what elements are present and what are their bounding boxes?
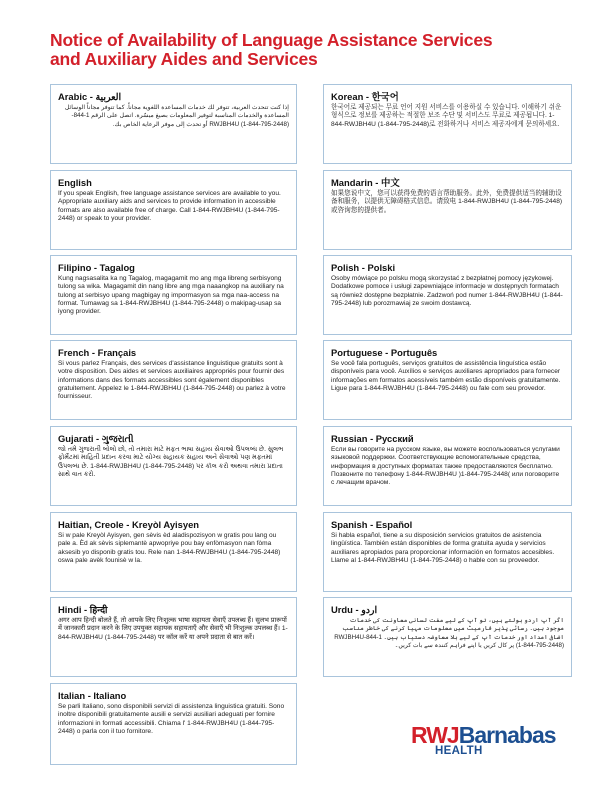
language-heading: Filipino - Tagalog bbox=[58, 262, 135, 273]
language-heading: Korean - 한국어 bbox=[331, 91, 399, 102]
language-heading: Portuguese - Português bbox=[331, 347, 438, 358]
language-heading: Italian - Italiano bbox=[58, 690, 127, 701]
language-notice-text: If you speak English, free language assistance services are available to you. Appropriate auxiliary aids and services to provide information in accessible formats are also available free of charge. Call 1-844-RWJBH4U (1-844-795-2448) or speak to your provider. bbox=[58, 190, 281, 222]
language-box-urdu bbox=[323, 597, 572, 677]
language-heading: Gujarati - ગુજરાતી bbox=[58, 433, 134, 444]
language-heading: Arabic - العربية bbox=[58, 91, 122, 102]
language-notice-text: 如果您说中文，您可以获得免费的语言帮助服务。此外，免费提供适当的辅助设备和服务，以提供无障碍格式信息。请致电 1-844-RWJBH4U (1-844-795-2448) 或咨询您的提供者。 bbox=[331, 190, 563, 214]
language-notice-text: Se parli Italiano, sono disponibili servizi di assistenza linguistica gratuiti. Sono inoltre disponibili gratuitamente ausili e servizi ausiliari adeguati per fornire informazioni in formati accessibili. Chiama l' 1-844-RWJBH4U (1-844-795-2448) o parla con il tuo fornitore. bbox=[58, 703, 285, 735]
language-notice-text: 한국어로 제공되는 무료 언어 지원 서비스를 이용하실 수 있습니다. 이해하기 쉬운 형식으로 정보를 제공하는 적절한 보조 수단 및 서비스도 무료로 제공됩니다. 1-844-RWJBH4U (1-844-795-2448)로 전화하거나 서비스 제공자에게 문의하세요. bbox=[331, 104, 562, 128]
language-box-filipino bbox=[50, 255, 297, 335]
page-title bbox=[50, 31, 580, 69]
language-box-mandarin bbox=[323, 170, 572, 250]
language-box-english bbox=[50, 170, 297, 250]
language-notice-text: Osoby mówiące po polsku mogą skorzystać z bezpłatnej pomocy językowej. Dodatkowe pomoce i usługi zapewniające informacje w dostępnych formatach są również dostępne bezpłatnie. Zadzwoń pod numer 1-844-RWJBH4U (1-844-795-2448) lub porozmawiaj ze swoim dostawcą. bbox=[331, 275, 563, 307]
language-box-korean bbox=[323, 84, 572, 164]
language-notice-text: اگر آپ اردو بولتے ہیں، تو آپ کے لیے مفت لسانی معاونت کی خدمات موجود ہیں۔ رسائی پذیر فارمیٹ میں معلومات مہیا کرنے کی خاطر مناسب اضافی امداد اور خدمات آپ کے لیے بلا معاوضہ دستیاب ہیں۔ 1-844-RWJBH4U (1-844-795-2448) پر کال کریں یا اپنے فراہم کنندہ سے بات کریں۔ bbox=[334, 617, 564, 650]
language-heading: Polish - Polski bbox=[331, 262, 396, 273]
language-notice-text: Kung nagsasalita ka ng Tagalog, magagamit mo ang mga libreng serbisyong tulong sa wika. Magagamit din nang libre ang mga naaangkop na auxiliary na tulong at serbisyo upang magbigay ng impormasyon sa mga naa-access na format. Tumawag sa 1-844-RWJBH4U (1-844-795-2448) o makipag-usap sa iyong provider. bbox=[58, 275, 284, 316]
language-notice-text: Si w pale Kreyòl Ayisyen, gen sèvis èd aladispozisyon w gratis pou lang ou pale a. Èd ak sèvis siplemantè apwopriye pou bay enfòmasyon nan fòma aksesib yo disponib gratis tou. Rele nan 1-844-RWJBH4U (1-844-795-2448) oswa pale avèk founisè w la. bbox=[58, 532, 281, 564]
language-box-french bbox=[50, 340, 297, 420]
language-notice-text: જો તમે ગુજરાતી બોલો છો, તો તમારા માટે મફત ભાષા સહાય સેવાઓ ઉપલબ્ધ છે. સુલભ ફોર્મેટમાં માહિતી પ્રદાન કરવા માટે યોગ્ય સહાયક સહાય અને સેવાઓ પણ મફતમાં ઉપલબ્ધ છે. 1-844-RWJBH4U (1-844-795-2448) પર કૉલ કરો અથવા તમારા પ્રદાતા સાથે વાત કરો. bbox=[58, 446, 284, 478]
language-notice-text: Если вы говорите на русском языке, вы можете воспользоваться услугами языковой поддержки. Соответствующие вспомогательные средства, информация в доступных форматах также предоставляются бесплатно. Позвоните по телефону 1-844-RWJBH4U )1-844-795-2448( или поговорите с лечащим врачом. bbox=[331, 446, 560, 487]
language-heading: Spanish - Español bbox=[331, 519, 413, 530]
language-heading: French - Français bbox=[58, 347, 137, 358]
language-heading: Urdu - اردو bbox=[331, 604, 378, 615]
rwjbarnabas-health-logo bbox=[411, 724, 571, 757]
language-box-haitian-creole bbox=[50, 512, 297, 592]
language-notice-text: Se você fala português, serviços gratuitos de assistência linguística estão disponíveis para você. Auxílios e serviços auxiliares apropriados para fornecer informações em formatos acessíveis também estão disponíveis gratuitamente. Ligue para 1-844-RWJBH4U (1-844-795-2448) ou fale com seu provedor. bbox=[331, 360, 561, 392]
language-notice-text: إذا كنت تتحدث العربية، تتوفر لك خدمات المساعدة اللغوية مجاناً. كما تتوفر مجاناً الوسائل المساعدة والخدمات المناسبة لتوفير المعلومات بصيغ ميسّرة. اتصل على الرقم 1-844-RWJBH4U (1-844-795-2448) أو تحدث إلى موفر الرعاية الخاص بك. bbox=[64, 104, 289, 128]
language-box-spanish bbox=[323, 512, 572, 592]
language-heading: Haitian, Creole - Kreyòl Ayisyen bbox=[58, 519, 200, 530]
language-heading: Mandarin - 中文 bbox=[331, 177, 400, 188]
language-notice-text: Si vous parlez Français, des services d'assistance linguistique gratuits sont à votre disposition. Des aides et services auxiliaires appropriés pour fournir des informations dans des formats accessibles sont également disponibles gratuitement. Appelez le 1-844-RWJBH4U (1-844-795-2448) ou parlez à votre fournisseur. bbox=[58, 360, 286, 401]
language-box-arabic bbox=[50, 84, 297, 164]
logo-wordmark bbox=[411, 724, 571, 746]
language-box-russian bbox=[323, 426, 572, 506]
language-box-italian bbox=[50, 683, 297, 765]
logo-barnabas: Barnabas bbox=[458, 722, 556, 748]
language-notice-text: अगर आप हिन्दी बोलते हैं, तो आपके लिए निःशुल्क भाषा सहायता सेवाएँ उपलब्ध हैं। सुलभ प्रारूपों में जानकारी प्रदान करने के लिए उपयुक्त सहायक सहायताएँ और सेवाएँ भी निःशुल्क उपलब्ध हैं। 1-844-RWJBH4U (1-844-795-2448) पर कॉल करें या अपने प्रदाता से बात करें। bbox=[58, 617, 288, 641]
language-heading: Russian - Русский bbox=[331, 433, 414, 444]
logo-health: HEALTH bbox=[435, 745, 483, 757]
language-box-gujarati bbox=[50, 426, 297, 506]
language-heading: Hindi - हिन्दी bbox=[58, 604, 108, 615]
language-notice-text: Si habla español, tiene a su disposición servicios gratuitos de asistencia lingüística. También están disponibles de forma gratuita ayuda y servicios auxiliares apropiados para proporcionar información en formatos accesibles. Llame al 1-844-RWJBH4U (1-844-795-2448) o hable con su proveedor. bbox=[331, 532, 555, 564]
language-heading: English bbox=[58, 177, 92, 188]
language-box-polish bbox=[323, 255, 572, 335]
language-box-portuguese bbox=[323, 340, 572, 420]
logo-rwj: RWJ bbox=[411, 722, 459, 748]
language-box-hindi bbox=[50, 597, 297, 677]
title-line-1: Notice of Availability of Language Assistance Services bbox=[50, 30, 493, 50]
title-line-2: and Auxiliary Aides and Services bbox=[50, 49, 318, 69]
